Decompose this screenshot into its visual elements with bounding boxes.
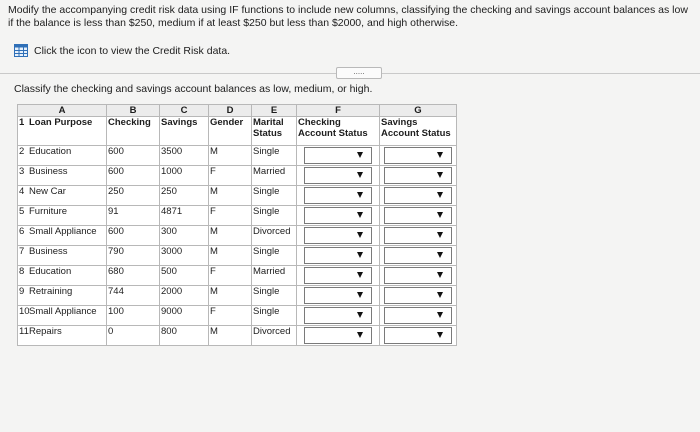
instructions-text: Modify the accompanying credit risk data using IF functions to include new columns, classifying the checking and savings account balances as low if the balance is less than $250, medium if at least $250 but less than $2000, and high otherwise.: [8, 4, 688, 29]
savings-cell: [160, 326, 209, 346]
savings-cell-value: 2000: [161, 286, 183, 297]
checking-cell: [107, 146, 160, 166]
marital-status-cell: [252, 146, 297, 166]
marital-status-cell: [252, 186, 297, 206]
loan-purpose-cell-value: Education: [29, 146, 72, 157]
row-number: 7: [19, 246, 25, 257]
credit-risk-table: [17, 104, 457, 346]
savings-status-dropdown[interactable]: [384, 207, 452, 224]
marital-status-cell: [252, 166, 297, 186]
savings-status-cell: [380, 206, 457, 226]
checking-status-dropdown[interactable]: [304, 207, 372, 224]
checking-status-dropdown[interactable]: [304, 327, 372, 344]
savings-status-dropdown[interactable]: [384, 247, 452, 264]
checking-cell-value: 0: [108, 326, 114, 337]
checking-cell-value: 744: [108, 286, 124, 297]
checking-cell-value: 600: [108, 166, 124, 177]
gender-cell: [209, 226, 252, 246]
row-number: 2: [19, 146, 25, 157]
dropdown-arrow-icon[interactable]: [437, 152, 443, 158]
savings-cell: [160, 206, 209, 226]
marital-status-cell-value: Divorced: [253, 226, 291, 237]
savings-status-dropdown[interactable]: [384, 147, 452, 164]
loan-purpose-cell-value: Furniture: [29, 206, 68, 217]
checking-cell: [107, 206, 160, 226]
checking-cell: [107, 266, 160, 286]
checking-cell: [107, 166, 160, 186]
loan-purpose-cell-value: Small Appliance: [29, 306, 97, 317]
savings-status-dropdown[interactable]: [384, 267, 452, 284]
marital-status-cell: [252, 326, 297, 346]
savings-cell-value: 250: [161, 186, 177, 197]
loan-purpose-cell: [18, 246, 107, 266]
savings-status-cell: [380, 146, 457, 166]
savings-cell-value: 3000: [161, 246, 183, 257]
savings-cell: [160, 186, 209, 206]
checking-status-cell: [297, 246, 380, 266]
marital-status-cell-value: Single: [253, 306, 280, 317]
marital-status-cell: [252, 206, 297, 226]
column-letter-row: [18, 105, 457, 117]
table-row: [18, 306, 457, 326]
column-letter: F: [297, 105, 380, 117]
marital-status-cell-value: Single: [253, 206, 280, 217]
checking-cell: [107, 286, 160, 306]
checking-status-dropdown[interactable]: [304, 307, 372, 324]
checking-cell-value: 600: [108, 146, 124, 157]
header-cell: Checking Account Status: [297, 117, 380, 146]
table-row: [18, 266, 457, 286]
savings-cell: [160, 306, 209, 326]
savings-cell-value: 500: [161, 266, 177, 277]
savings-cell: [160, 226, 209, 246]
savings-status-dropdown[interactable]: [384, 307, 452, 324]
gender-cell-value: M: [210, 186, 218, 197]
marital-status-cell-value: Divorced: [253, 326, 291, 337]
dropdown-arrow-icon[interactable]: [437, 212, 443, 218]
gender-cell-value: F: [210, 306, 216, 317]
column-letter: G: [380, 105, 457, 117]
gender-cell: [209, 246, 252, 266]
dropdown-arrow-icon[interactable]: [437, 272, 443, 278]
checking-status-dropdown[interactable]: [304, 267, 372, 284]
dropdown-arrow-icon[interactable]: [357, 192, 363, 198]
checking-cell: [107, 226, 160, 246]
gender-cell: [209, 326, 252, 346]
savings-cell-value: 1000: [161, 166, 183, 177]
gender-cell-value: F: [210, 206, 216, 217]
column-letter: E: [252, 105, 297, 117]
row-number: 3: [19, 166, 25, 177]
loan-purpose-cell-value: Repairs: [29, 326, 62, 337]
dropdown-arrow-icon[interactable]: [437, 292, 443, 298]
marital-status-cell-value: Single: [253, 146, 280, 157]
marital-status-cell-value: Married: [253, 266, 286, 277]
gender-cell-value: F: [210, 266, 216, 277]
savings-status-cell: [380, 326, 457, 346]
marital-status-cell: [252, 246, 297, 266]
savings-cell-value: 4871: [161, 206, 183, 217]
savings-cell: [160, 146, 209, 166]
question-text: Classify the checking and savings account balances as low, medium, or high.: [14, 83, 373, 95]
loan-purpose-cell: [18, 326, 107, 346]
checking-status-cell: [297, 326, 380, 346]
loan-purpose-cell-value: New Car: [29, 186, 66, 197]
savings-cell-value: 3500: [161, 146, 183, 157]
gender-cell-value: M: [210, 246, 218, 257]
marital-status-cell: [252, 226, 297, 246]
gender-cell-value: F: [210, 166, 216, 177]
loan-purpose-cell: [18, 306, 107, 326]
table-row: [18, 326, 457, 346]
gender-cell: [209, 166, 252, 186]
savings-status-cell: [380, 286, 457, 306]
dropdown-arrow-icon[interactable]: [357, 172, 363, 178]
row-number: 1: [19, 117, 25, 128]
table-row: [18, 146, 457, 166]
checking-cell-value: 790: [108, 246, 124, 257]
expand-button[interactable]: .....: [336, 67, 382, 79]
checking-status-dropdown[interactable]: [304, 167, 372, 184]
savings-status-dropdown[interactable]: [384, 187, 452, 204]
table-row: [18, 286, 457, 306]
header-cell: [18, 117, 107, 146]
checking-cell-value: 250: [108, 186, 124, 197]
savings-status-dropdown[interactable]: [384, 327, 452, 344]
savings-status-cell: [380, 166, 457, 186]
loan-purpose-cell-value: Business: [29, 166, 68, 177]
table-row: [18, 166, 457, 186]
header-cell: Marital Status: [252, 117, 297, 146]
checking-cell: [107, 186, 160, 206]
checking-status-dropdown[interactable]: [304, 147, 372, 164]
checking-status-cell: [297, 146, 380, 166]
spreadsheet-grid-icon[interactable]: [14, 44, 28, 57]
row-number: 8: [19, 266, 25, 277]
row-number: 6: [19, 226, 25, 237]
header-row: [18, 117, 457, 146]
loan-purpose-cell-value: Business: [29, 246, 68, 257]
column-letter: B: [107, 105, 160, 117]
loan-purpose-cell-value: Small Appliance: [29, 226, 97, 237]
marital-status-cell: [252, 266, 297, 286]
row-number: 9: [19, 286, 25, 297]
loan-purpose-cell: [18, 186, 107, 206]
checking-status-cell: [297, 206, 380, 226]
dropdown-arrow-icon[interactable]: [357, 212, 363, 218]
savings-status-cell: [380, 186, 457, 206]
checking-status-dropdown[interactable]: [304, 187, 372, 204]
column-letter: C: [160, 105, 209, 117]
savings-status-cell: [380, 266, 457, 286]
credit-risk-data-link-label[interactable]: Click the icon to view the Credit Risk data.: [34, 44, 231, 57]
checking-cell-value: 600: [108, 226, 124, 237]
gender-cell: [209, 206, 252, 226]
checking-status-dropdown[interactable]: [304, 287, 372, 304]
dropdown-arrow-icon[interactable]: [357, 252, 363, 258]
column-letter: D: [209, 105, 252, 117]
marital-status-cell-value: Single: [253, 286, 280, 297]
marital-status-cell-value: Single: [253, 186, 280, 197]
row-number: 11: [19, 326, 29, 337]
savings-cell: [160, 286, 209, 306]
table-row: [18, 246, 457, 266]
gender-cell: [209, 286, 252, 306]
checking-status-cell: [297, 306, 380, 326]
dropdown-arrow-icon[interactable]: [357, 152, 363, 158]
dropdown-arrow-icon[interactable]: [357, 272, 363, 278]
dropdown-arrow-icon[interactable]: [357, 332, 363, 338]
loan-purpose-cell: [18, 286, 107, 306]
savings-status-dropdown[interactable]: [384, 167, 452, 184]
gender-cell-value: M: [210, 226, 218, 237]
checking-status-dropdown[interactable]: [304, 227, 372, 244]
gender-cell-value: M: [210, 146, 218, 157]
savings-status-dropdown[interactable]: [384, 287, 452, 304]
gender-cell: [209, 186, 252, 206]
dropdown-arrow-icon[interactable]: [437, 332, 443, 338]
savings-cell-value: 800: [161, 326, 177, 337]
header-cell: Checking: [107, 117, 160, 146]
dropdown-arrow-icon[interactable]: [437, 192, 443, 198]
checking-cell-value: 680: [108, 266, 124, 277]
loan-purpose-cell: [18, 206, 107, 226]
marital-status-cell-value: Married: [253, 166, 286, 177]
table-row: [18, 186, 457, 206]
column-letter: A: [18, 105, 107, 117]
header-cell: Savings Account Status: [380, 117, 457, 146]
checking-cell: [107, 246, 160, 266]
checking-cell: [107, 326, 160, 346]
loan-purpose-cell: [18, 226, 107, 246]
dropdown-arrow-icon[interactable]: [357, 232, 363, 238]
dropdown-arrow-icon[interactable]: [437, 252, 443, 258]
header-label: Loan Purpose: [29, 117, 93, 128]
gender-cell-value: M: [210, 326, 218, 337]
savings-cell-value: 300: [161, 226, 177, 237]
dropdown-arrow-icon[interactable]: [357, 292, 363, 298]
credit-risk-data-link[interactable]: [14, 44, 230, 57]
savings-status-dropdown[interactable]: [384, 227, 452, 244]
dropdown-arrow-icon[interactable]: [437, 232, 443, 238]
loan-purpose-cell: [18, 146, 107, 166]
savings-cell-value: 9000: [161, 306, 183, 317]
loan-purpose-cell-value: Education: [29, 266, 72, 277]
table-row: [18, 226, 457, 246]
checking-status-cell: [297, 286, 380, 306]
marital-status-cell: [252, 306, 297, 326]
savings-cell: [160, 166, 209, 186]
loan-purpose-cell: [18, 166, 107, 186]
savings-cell: [160, 246, 209, 266]
row-number: 4: [19, 186, 25, 197]
row-number: 5: [19, 206, 25, 217]
checking-status-cell: [297, 186, 380, 206]
checking-status-cell: [297, 166, 380, 186]
table-row: [18, 206, 457, 226]
dropdown-arrow-icon[interactable]: [357, 312, 363, 318]
header-cell: Savings: [160, 117, 209, 146]
checking-status-cell: [297, 226, 380, 246]
savings-status-cell: [380, 246, 457, 266]
marital-status-cell-value: Single: [253, 246, 280, 257]
dropdown-arrow-icon[interactable]: [437, 172, 443, 178]
savings-cell: [160, 266, 209, 286]
checking-status-cell: [297, 266, 380, 286]
gender-cell-value: M: [210, 286, 218, 297]
checking-cell: [107, 306, 160, 326]
gender-cell: [209, 306, 252, 326]
checking-cell-value: 91: [108, 206, 119, 217]
checking-status-dropdown[interactable]: [304, 247, 372, 264]
marital-status-cell: [252, 286, 297, 306]
loan-purpose-cell-value: Retraining: [29, 286, 73, 297]
loan-purpose-cell: [18, 266, 107, 286]
savings-status-cell: [380, 226, 457, 246]
gender-cell: [209, 266, 252, 286]
header-cell: Gender: [209, 117, 252, 146]
checking-cell-value: 100: [108, 306, 124, 317]
dropdown-arrow-icon[interactable]: [437, 312, 443, 318]
savings-status-cell: [380, 306, 457, 326]
row-number: 10: [19, 306, 30, 317]
gender-cell: [209, 146, 252, 166]
